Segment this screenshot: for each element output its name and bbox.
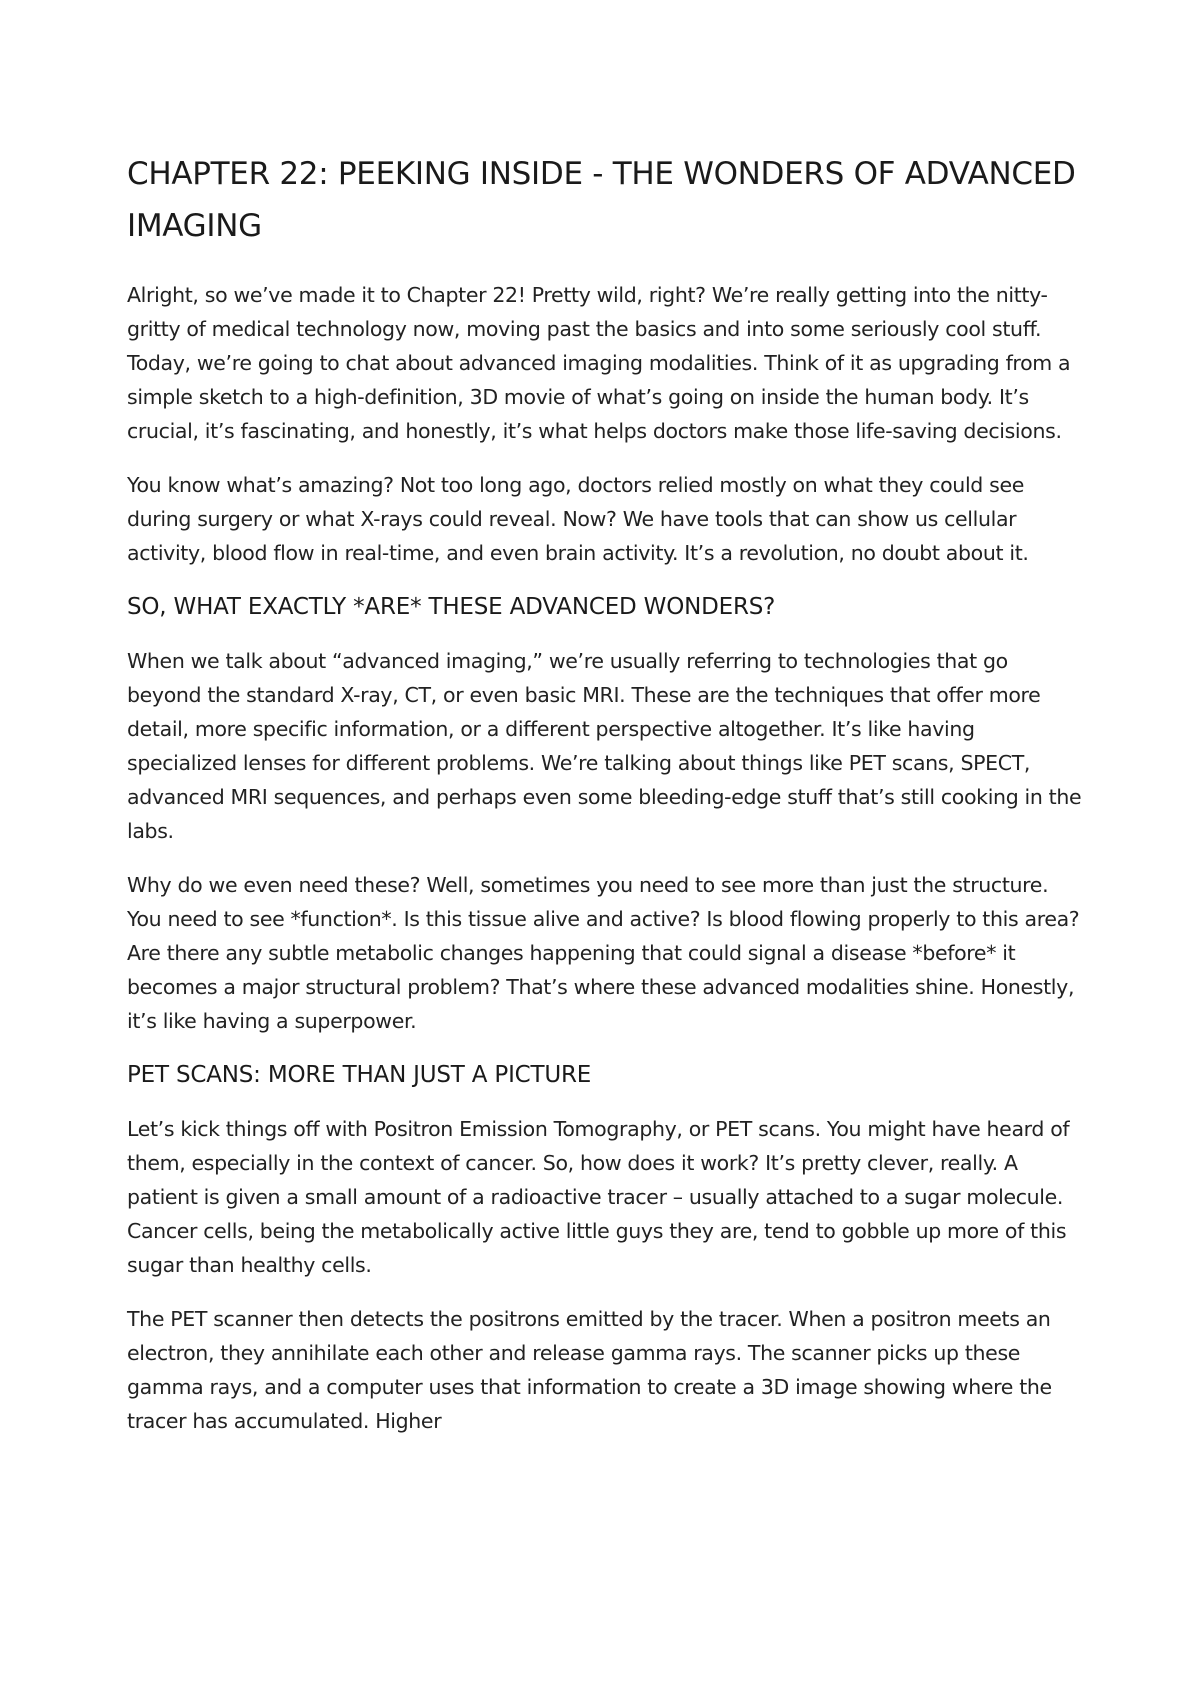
chapter-title: CHAPTER 22: PEEKING INSIDE - THE WONDERS OF ADVANCED IMAGING [127,156,1076,244]
section-paragraph: Why do we even need these? Well, sometimes you need to see more than just the structure. You need to see *function*. Is this tissue alive and active? Is blood flowing properly to this area? Are there any subtle metabolic changes happening that could signal a disease *before* it becomes a major structural problem? That’s where these advanced modalities shine. Honestly, it’s like having a superpower. [127,873,1080,1033]
section-heading: SO, WHAT EXACTLY *ARE* THESE ADVANCED WONDERS? [127,594,776,620]
intro-paragraph-2: You know what’s amazing? Not too long ago, doctors relied mostly on what they could see during surgery or what X-rays could reveal. Now? We have tools that can show us cellular activity, blood flow in real-time, and even brain activity. It’s a revolution, no doubt about it. [127,473,1029,565]
section-advanced-wonders [127,590,1087,1038]
section-heading: PET SCANS: MORE THAN JUST A PICTURE [127,1062,592,1088]
section-paragraph: The PET scanner then detects the positrons emitted by the tracer. When a positron meets an electron, they annihilate each other and release gamma rays. The scanner picks up these gamma rays, and a computer uses that information to create a 3D image showing where the tracer has accumulated. Higher [127,1307,1052,1433]
intro-paragraph-1: Alright, so we’ve made it to Chapter 22! Pretty wild, right? We’re really getting into the nitty-gritty of medical technology now, moving past the basics and into some seriously cool stuff. Today, we’re going to chat about advanced imaging modalities. Think of it as upgrading from a simple sketch to a high-definition, 3D movie of what’s going on inside the human body. It’s crucial, it’s fascinating, and honestly, it’s what helps doctors make those life-saving decisions. [127,283,1071,443]
section-paragraph: Let’s kick things off with Positron Emission Tomography, or PET scans. You might have heard of them, especially in the context of cancer. So, how does it work? It’s pretty clever, really. A patient is given a small amount of a radioactive tracer – usually attached to a sugar molecule. Cancer cells, being the metabolically active little guys they are, tend to gobble up more of this sugar than healthy cells. [127,1117,1070,1277]
section-pet-scans [127,1058,1087,1438]
document-page [127,148,1087,1458]
section-paragraph: When we talk about “advanced imaging,” we’re usually referring to technologies that go beyond the standard X-ray, CT, or even basic MRI. These are the techniques that offer more detail, more specific information, or a different perspective altogether. It’s like having specialized lenses for different problems. We’re talking about things like PET scans, SPECT, advanced MRI sequences, and perhaps even some bleeding-edge stuff that’s still cooking in the labs. [127,649,1082,843]
